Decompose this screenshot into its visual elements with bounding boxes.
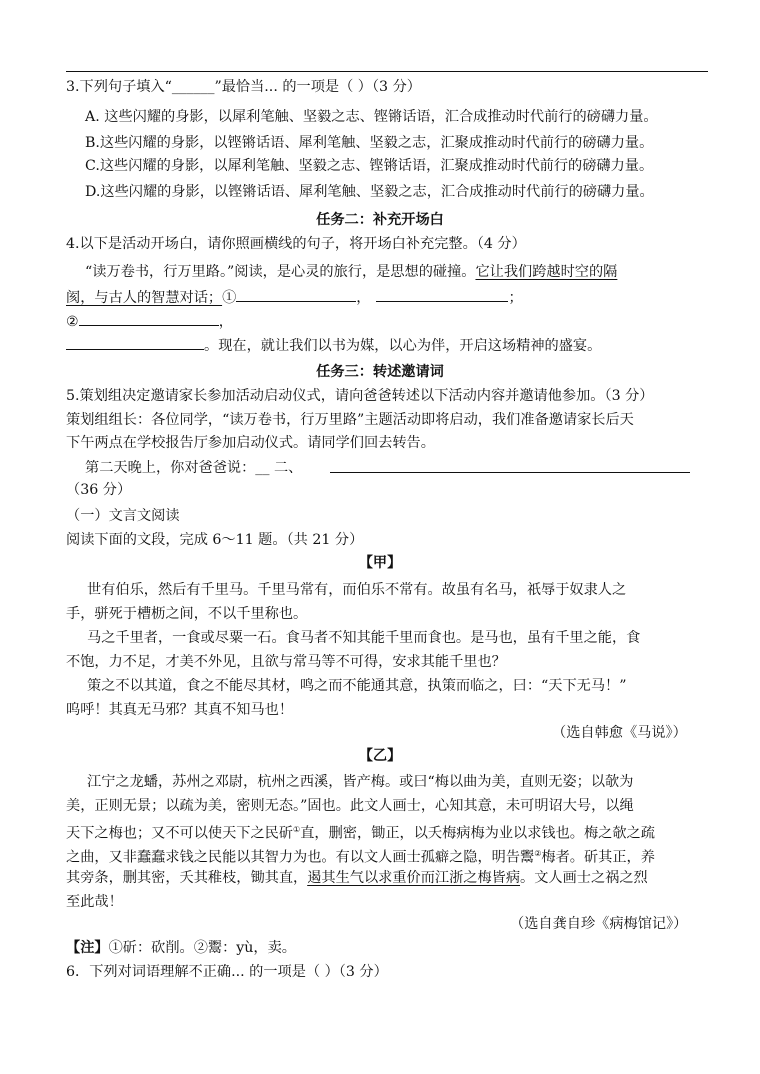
- note-label: 【注】: [66, 940, 109, 956]
- passage-yi-text: 其旁条，删其密，夭其稚枝，锄其直，: [66, 870, 308, 886]
- passage-yi-line: [66, 868, 648, 888]
- passage-yi-source: （选自龚自珍《病梅馆记》）: [510, 916, 688, 932]
- model-sentence-part-2: 阂，与古人的智慧对话；: [66, 290, 223, 306]
- underlined-sentence: 遏其生气以求重价而江浙之梅皆病: [307, 870, 521, 886]
- model-sentence-part-1: 它让我们跨越时空的隔: [475, 264, 618, 280]
- opening-text: “读万卷书，行万里路。”阅读，是心灵的旅行，是思想的碰撞。: [85, 264, 476, 280]
- opening-closing-text: 。现在，就让我们以书为媒，以心为伴，开启这场精神的盛宴。: [204, 338, 602, 354]
- passage-yi-line: 美，正则无景；以疏为美，密则无态。”固也。此文人画士，心知其意，未可明诏大号，以绳: [66, 798, 634, 814]
- comma: ，: [356, 290, 371, 306]
- answer-blank-1a[interactable]: [236, 287, 356, 302]
- task-2-title: 任务二：补充开场白: [316, 212, 444, 228]
- answer-blank-2a[interactable]: [79, 311, 219, 326]
- semicolon: ；: [508, 290, 523, 306]
- note-text: ①斫：砍削。②鬻：yù，卖。: [108, 940, 296, 956]
- passage-yi-text: 天下之梅也；又不可以使天下之民斫: [66, 825, 294, 842]
- invitation-quote-line-1: 策划组组长：各位同学，“读万卷书，行万里路”主题活动即将启动，我们准备邀请家长后天: [66, 412, 634, 428]
- invitation-quote-line-2: 下午两点在学校报告厅参加启动仪式。请同学们回去转告。: [66, 435, 435, 451]
- question-3-option-c: C.这些闪耀的身影，以犀利笔触、坚毅之志、铿锵话语，汇聚成推动时代前行的磅礴力量。: [85, 158, 654, 174]
- top-rule: [66, 71, 708, 72]
- answer-line: [85, 458, 302, 478]
- question-4-stem: 4.以下是活动开场白，请你照画横线的句子，将开场白补充完整。（4 分）: [66, 236, 526, 252]
- answer-blank-2b[interactable]: [66, 335, 204, 350]
- passage-yi-text: 梅者。斫其正，养: [541, 849, 655, 866]
- task-3-title: 任务三：转述邀请词: [316, 364, 444, 380]
- passage-yi-title: 【乙】: [358, 748, 402, 764]
- passage-jia-line: 手，骈死于槽枥之间，不以千里称也。: [66, 606, 308, 622]
- passage-jia-line: 呜呼！其真无马邪？其真不知马也！: [66, 702, 294, 718]
- question-6-stem: 6．下列对词语理解不正确... 的一项是（ ）（3 分）: [66, 964, 388, 980]
- passage-jia-source: （选自韩愈《马说》）: [552, 725, 687, 741]
- classical-reading-heading: （一）文言文阅读: [66, 508, 180, 524]
- footnotes: [66, 938, 296, 958]
- passage-yi-text: 。文人画士之祸之烈: [520, 870, 648, 886]
- answer-blank-1b[interactable]: [376, 287, 508, 302]
- passage-yi-line: 至此哉！: [66, 894, 123, 910]
- opening-line-3: [66, 311, 233, 332]
- question-3-option-d: D.这些闪耀的身影，以铿锵话语、犀利笔触、坚毅之志，汇合成推动时代前行的磅礴力量。: [85, 184, 654, 200]
- footnote-marker-1: ①: [293, 825, 301, 834]
- section-score: （36 分）: [66, 482, 132, 498]
- question-3-stem: 3.下列句子填入“______”最恰当... 的一项是（ ）（3 分）: [66, 79, 421, 95]
- answer-prefix: 第二天晚上，你对爸爸说：: [85, 460, 256, 476]
- passage-jia-line: 不饱，力不足，才美不外见，且欲与常马等不可得，安求其能千里也？: [66, 654, 506, 670]
- footnote-marker-2: ②: [534, 849, 542, 858]
- blank-marker-1: ①: [222, 290, 237, 306]
- passage-yi-line: 江宁之龙蟠，苏州之邓尉，杭州之西溪，皆产梅。或曰“梅以曲为美，直则无姿；以欹为: [87, 774, 634, 790]
- passage-yi-line: [66, 820, 655, 844]
- question-3-option-a: A. 这些闪耀的身影，以犀利笔触、坚毅之志、铿锵话语，汇合成推动时代前行的磅礴力量。: [85, 109, 658, 125]
- blank-marker-2: ②: [66, 314, 79, 330]
- passage-yi-line: [66, 844, 655, 868]
- comma: ，: [218, 314, 233, 330]
- question-5-stem: 5.策划组决定邀请家长参加活动启动仪式，请向爸爸转述以下活动内容并邀请他参加。（3 分）: [66, 388, 654, 404]
- opening-line-1: [85, 262, 617, 282]
- passage-jia-title: 【甲】: [358, 555, 402, 571]
- passage-yi-text: 直，删密，锄正，以夭梅病梅为业以求钱也。梅之欹之疏: [300, 825, 655, 842]
- passage-yi-text: 之曲，又非蠢蠢求钱之民能以其智力为也。有以文人画士孤癖之隐，明告鬻: [66, 849, 535, 866]
- opening-line-2: [66, 287, 523, 308]
- answer-underline[interactable]: [330, 472, 690, 473]
- passage-jia-line: 世有伯乐，然后有千里马。千里马常有，而伯乐不常有。故虽有名马，祇辱于奴隶人之: [87, 582, 627, 598]
- passage-jia-line: 策之不以其道，食之不能尽其材，鸣之而不能通其意，执策而临之，曰：“天下无马！”: [87, 678, 627, 694]
- section-heading-2: __ 二、: [255, 460, 303, 476]
- question-3-option-b: B.这些闪耀的身影，以铿锵话语、犀利笔触、坚毅之志，汇聚成推动时代前行的磅礴力量。: [85, 135, 654, 151]
- reading-instruction: 阅读下面的文段，完成 6～11 题。（共 21 分）: [66, 532, 364, 548]
- opening-line-4: [66, 335, 601, 356]
- passage-jia-line: 马之千里者，一食或尽粟一石。食马者不知其能千里而食也。是马也，虽有千里之能，食: [87, 630, 641, 646]
